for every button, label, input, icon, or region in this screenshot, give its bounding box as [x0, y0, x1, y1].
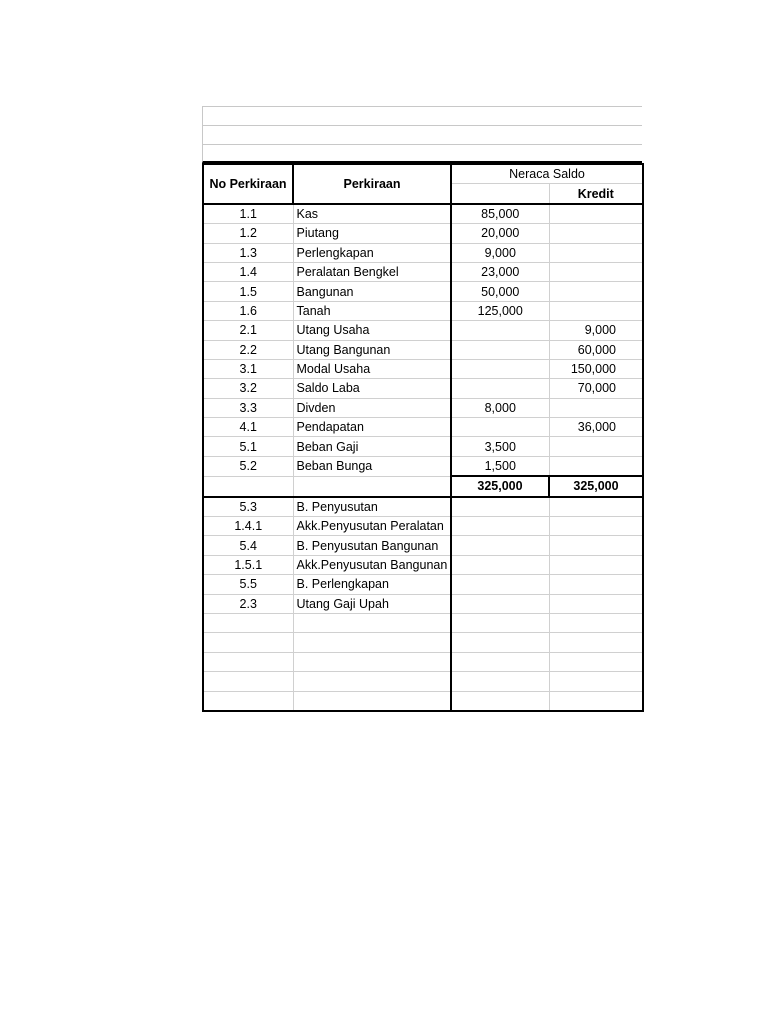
account-number-cell[interactable] — [203, 613, 293, 632]
kredit-cell[interactable] — [549, 575, 643, 594]
account-number-cell[interactable]: 1.2 — [203, 224, 293, 243]
account-number-cell[interactable] — [203, 672, 293, 691]
account-name-cell[interactable]: Akk.Penyusutan Peralatan — [293, 517, 451, 536]
account-number-cell[interactable]: 3.2 — [203, 379, 293, 398]
account-number-cell[interactable]: 3.1 — [203, 359, 293, 378]
kredit-cell[interactable]: 9,000 — [549, 321, 643, 340]
adjustment-row — [203, 497, 643, 517]
account-name-cell[interactable]: Saldo Laba — [293, 379, 451, 398]
kredit-cell[interactable] — [549, 204, 643, 224]
account-number-cell[interactable]: 5.4 — [203, 536, 293, 555]
trial-balance-table — [202, 163, 644, 712]
account-number-cell[interactable]: 4.1 — [203, 418, 293, 437]
account-number-cell[interactable]: 1.6 — [203, 301, 293, 320]
debit-cell[interactable] — [451, 340, 549, 359]
kredit-cell[interactable] — [549, 536, 643, 555]
kredit-cell[interactable] — [549, 224, 643, 243]
debit-cell[interactable] — [451, 691, 549, 711]
blank-header-row[interactable] — [202, 106, 642, 125]
account-number-cell[interactable]: 5.5 — [203, 575, 293, 594]
debit-cell[interactable]: 20,000 — [451, 224, 549, 243]
kredit-cell[interactable] — [549, 301, 643, 320]
account-row — [203, 282, 643, 301]
empty-row — [203, 652, 643, 671]
debit-cell[interactable]: 325,000 — [451, 476, 549, 496]
kredit-cell[interactable] — [549, 555, 643, 574]
account-number-cell[interactable]: 2.3 — [203, 594, 293, 613]
account-row — [203, 340, 643, 359]
account-number-cell[interactable]: 3.3 — [203, 398, 293, 417]
account-number-cell[interactable]: 5.2 — [203, 456, 293, 476]
account-row — [203, 456, 643, 476]
account-row — [203, 243, 643, 262]
kredit-cell[interactable]: 325,000 — [549, 476, 643, 496]
header-neraca-saldo[interactable]: Neraca Saldo — [451, 164, 643, 184]
account-name-cell[interactable]: Tanah — [293, 301, 451, 320]
account-row — [203, 398, 643, 417]
account-name-cell[interactable] — [293, 633, 451, 652]
empty-row — [203, 691, 643, 711]
account-name-cell[interactable]: B. Perlengkapan — [293, 575, 451, 594]
kredit-cell[interactable] — [549, 497, 643, 517]
account-name-cell[interactable] — [293, 652, 451, 671]
totals-row — [203, 476, 643, 496]
account-number-cell[interactable]: 5.1 — [203, 437, 293, 456]
empty-row — [203, 672, 643, 691]
debit-cell[interactable] — [451, 555, 549, 574]
debit-cell[interactable]: 85,000 — [451, 204, 549, 224]
kredit-cell[interactable] — [549, 691, 643, 711]
account-name-cell[interactable] — [293, 672, 451, 691]
account-row — [203, 379, 643, 398]
debit-cell[interactable]: 1,500 — [451, 456, 549, 476]
header-debit[interactable] — [451, 184, 549, 204]
debit-cell[interactable]: 23,000 — [451, 262, 549, 281]
empty-row — [203, 613, 643, 632]
account-name-cell[interactable]: Pendapatan — [293, 418, 451, 437]
account-number-cell[interactable]: 1.1 — [203, 204, 293, 224]
account-name-cell[interactable]: Kas — [293, 204, 451, 224]
account-name-cell[interactable]: Divden — [293, 398, 451, 417]
debit-cell[interactable] — [451, 652, 549, 671]
account-name-cell[interactable]: Beban Bunga — [293, 456, 451, 476]
adjustment-row — [203, 517, 643, 536]
account-row — [203, 418, 643, 437]
kredit-cell[interactable] — [549, 652, 643, 671]
account-number-cell[interactable]: 1.4 — [203, 262, 293, 281]
account-name-cell[interactable]: Beban Gaji — [293, 437, 451, 456]
kredit-cell[interactable] — [549, 282, 643, 301]
debit-cell[interactable] — [451, 379, 549, 398]
kredit-cell[interactable] — [549, 456, 643, 476]
account-name-cell[interactable]: B. Penyusutan — [293, 497, 451, 517]
spreadsheet — [202, 106, 642, 712]
kredit-cell[interactable] — [549, 437, 643, 456]
debit-cell[interactable] — [451, 517, 549, 536]
account-number-cell[interactable]: 5.3 — [203, 497, 293, 517]
adjustment-row — [203, 536, 643, 555]
header-perkiraan[interactable]: Perkiraan — [293, 164, 451, 204]
debit-cell[interactable]: 125,000 — [451, 301, 549, 320]
account-name-cell[interactable]: Modal Usaha — [293, 359, 451, 378]
adjustment-row — [203, 575, 643, 594]
account-number-cell[interactable] — [203, 652, 293, 671]
account-number-cell[interactable]: 1.3 — [203, 243, 293, 262]
account-name-cell[interactable]: Peralatan Bengkel — [293, 262, 451, 281]
account-row — [203, 437, 643, 456]
account-name-cell[interactable]: Utang Gaji Upah — [293, 594, 451, 613]
account-number-cell[interactable] — [203, 476, 293, 496]
debit-cell[interactable] — [451, 594, 549, 613]
account-name-cell[interactable] — [293, 613, 451, 632]
header-no-perkiraan[interactable]: No Perkiraan — [203, 164, 293, 204]
account-name-cell[interactable]: Bangunan — [293, 282, 451, 301]
empty-row — [203, 633, 643, 652]
debit-cell[interactable] — [451, 418, 549, 437]
account-row — [203, 224, 643, 243]
debit-cell[interactable] — [451, 633, 549, 652]
blank-header-row[interactable] — [202, 125, 642, 144]
account-row — [203, 359, 643, 378]
account-name-cell[interactable] — [293, 476, 451, 496]
account-number-cell[interactable] — [203, 633, 293, 652]
account-number-cell[interactable] — [203, 691, 293, 711]
account-row — [203, 262, 643, 281]
account-row — [203, 321, 643, 340]
account-name-cell[interactable]: Utang Bangunan — [293, 340, 451, 359]
kredit-cell[interactable]: 60,000 — [549, 340, 643, 359]
account-name-cell[interactable]: B. Penyusutan Bangunan — [293, 536, 451, 555]
account-name-cell[interactable]: Piutang — [293, 224, 451, 243]
kredit-cell[interactable] — [549, 262, 643, 281]
kredit-cell[interactable] — [549, 613, 643, 632]
kredit-cell[interactable] — [549, 672, 643, 691]
account-number-cell[interactable]: 2.2 — [203, 340, 293, 359]
debit-cell[interactable] — [451, 536, 549, 555]
kredit-cell[interactable]: 36,000 — [549, 418, 643, 437]
account-name-cell[interactable] — [293, 691, 451, 711]
debit-cell[interactable] — [451, 672, 549, 691]
debit-cell[interactable]: 50,000 — [451, 282, 549, 301]
account-name-cell[interactable]: Utang Usaha — [293, 321, 451, 340]
blank-header-row[interactable] — [202, 144, 642, 163]
kredit-cell[interactable]: 70,000 — [549, 379, 643, 398]
debit-cell[interactable] — [451, 497, 549, 517]
debit-cell[interactable]: 8,000 — [451, 398, 549, 417]
debit-cell[interactable]: 9,000 — [451, 243, 549, 262]
account-number-cell[interactable]: 2.1 — [203, 321, 293, 340]
account-row — [203, 204, 643, 224]
account-number-cell[interactable]: 1.5 — [203, 282, 293, 301]
kredit-cell[interactable] — [549, 398, 643, 417]
kredit-cell[interactable] — [549, 594, 643, 613]
debit-cell[interactable] — [451, 359, 549, 378]
debit-cell[interactable]: 3,500 — [451, 437, 549, 456]
kredit-cell[interactable] — [549, 517, 643, 536]
debit-cell[interactable] — [451, 575, 549, 594]
kredit-cell[interactable] — [549, 243, 643, 262]
kredit-cell[interactable] — [549, 633, 643, 652]
debit-cell[interactable] — [451, 613, 549, 632]
adjustment-row — [203, 555, 643, 574]
debit-cell[interactable] — [451, 321, 549, 340]
account-name-cell[interactable]: Perlengkapan — [293, 243, 451, 262]
kredit-cell[interactable]: 150,000 — [549, 359, 643, 378]
account-name-cell[interactable]: Akk.Penyusutan Bangunan — [293, 555, 451, 574]
adjustment-row — [203, 594, 643, 613]
account-number-cell[interactable]: 1.5.1 — [203, 555, 293, 574]
account-row — [203, 301, 643, 320]
header-kredit[interactable]: Kredit — [549, 184, 643, 204]
account-number-cell[interactable]: 1.4.1 — [203, 517, 293, 536]
